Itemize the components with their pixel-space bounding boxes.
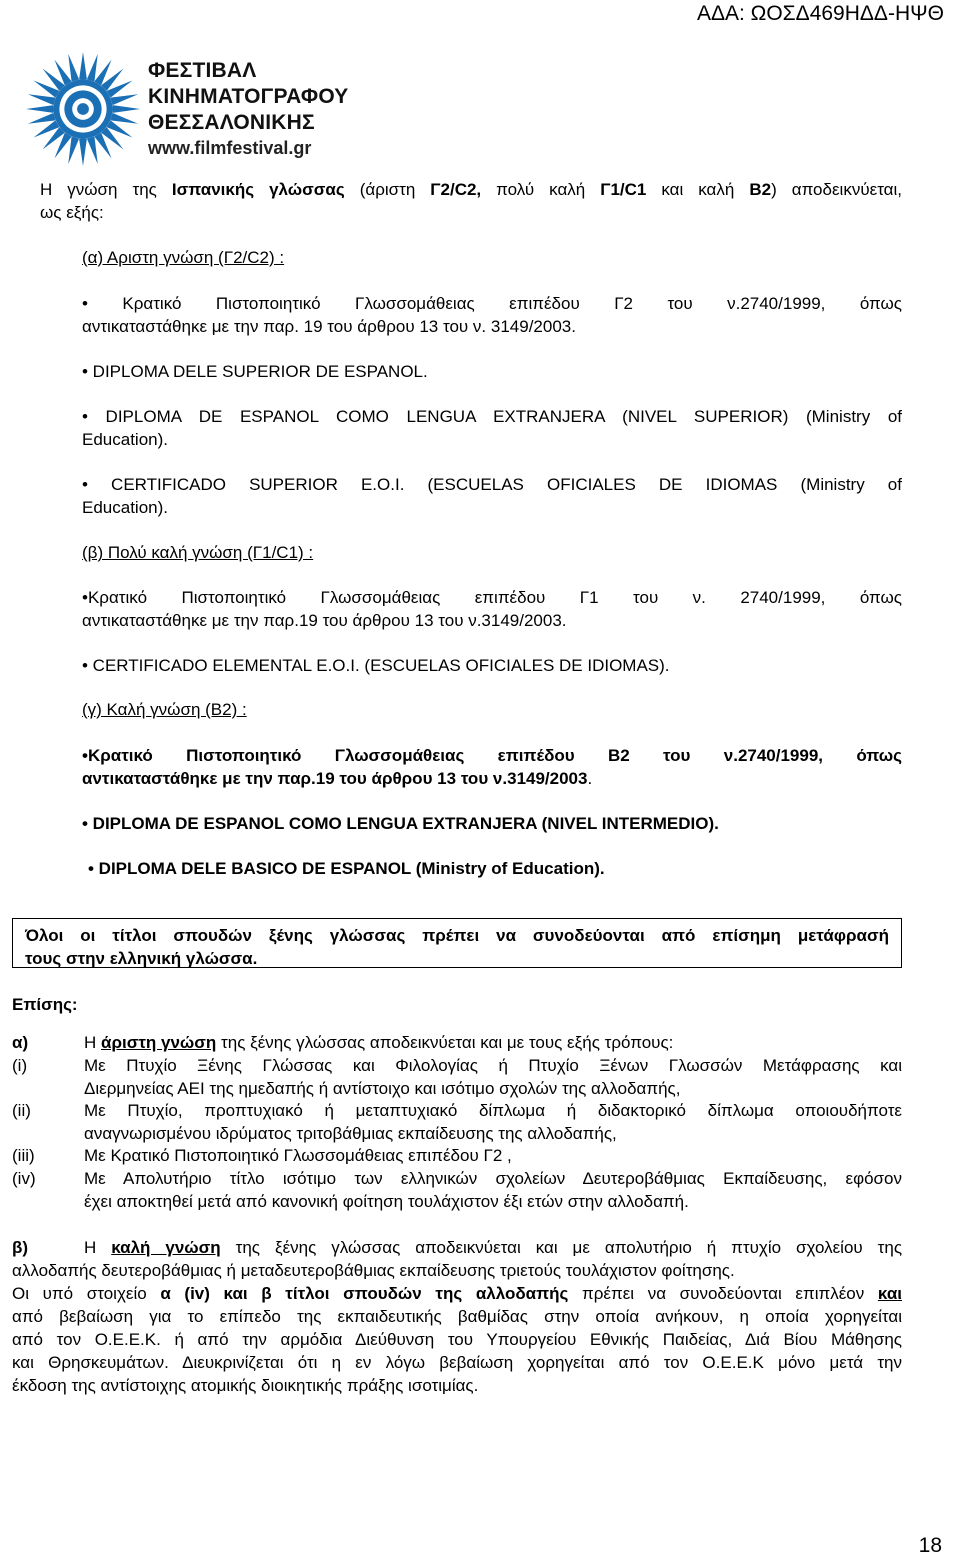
logo-line-3: ΘΕΣΣΑΛΟΝΙΚΗΣ: [148, 111, 315, 134]
intro-line-1: Η γνώση της Ισπανικής γλώσσας (άριστη Γ2/C2, πολύ καλή Γ1/C1 και καλή Β2) αποδεικνύεται,: [40, 180, 903, 199]
section-a-item-4-line-2: Education).: [82, 498, 168, 517]
notice-line-2: τους στην ελληνική γλώσσα.: [25, 949, 258, 968]
list-b-line-2: αλλοδαπής δευτεροβάθμιας ή μεταδευτεροβάθμιας εκπαίδευσης τριετούς τουλάχιστον φοίτησης.: [12, 1261, 735, 1280]
section-c-item-1-line-2: αντικαταστάθηκε με την παρ.19 του άρθρου 13 του ν.3149/2003.: [82, 769, 593, 788]
final-line-5: έκδοση της αντίστοιχης ατομικής διοικητικής πράξης ισοτιμίας.: [12, 1376, 479, 1395]
festival-logo: [24, 50, 384, 168]
section-b-item-1-line-1: •Κρατικό Πιστοποιητικό Γλωσσομάθειας επιπέδου Γ1 του ν. 2740/1999, όπως: [82, 588, 902, 607]
logo-line-2: ΚΙΝΗΜΑΤΟΓΡΑΦΟΥ: [148, 85, 349, 108]
list-a-intro: α) Η άριστη γνώση της ξένης γλώσσας αποδεικνύεται και με τους εξής τρόπους:: [12, 1033, 674, 1052]
intro-line-2: ως εξής:: [40, 203, 104, 222]
section-a-item-1-line-1: • Κρατικό Πιστοποιητικό Γλωσσομάθειας επιπέδου Γ2 του ν.2740/1999, όπως: [82, 294, 902, 313]
page-number: 18: [918, 1534, 942, 1557]
notice-line-1: Όλοι οι τίτλοι σπουδών ξένης γλώσσας πρέπει να συνοδεύονται από επίσημη μετάφρασή: [25, 926, 889, 945]
ada-code: ΑΔΑ: ΩΟΣΔ469ΗΔΔ-ΗΨΘ: [696, 2, 944, 25]
final-line-1: Οι υπό στοιχείο α (iv) και β τίτλοι σπουδών της αλλοδαπής πρέπει να συνοδεύονται επιπλέον και: [12, 1284, 902, 1303]
translation-notice-box: [12, 918, 902, 968]
section-a-item-4-line-1: • CERTIFICADO SUPERIOR E.O.I. (ESCUELAS OFICIALES DE IDIOMAS (Ministry of: [82, 475, 902, 494]
logo-line-1: ΦΕΣΤΙΒΑΛ: [148, 59, 257, 82]
also-heading: Επίσης:: [12, 995, 78, 1014]
section-c-item-3: • DIPLOMA DELE BASICO DE ESPANOL (Ministry of Education).: [88, 859, 605, 878]
section-b-item-2: • CERTIFICADO ELEMENTAL E.O.I. (ESCUELAS OFICIALES DE IDIOMAS).: [82, 656, 670, 675]
list-a-item-iv: (iv) Με Απολυτήριο τίτλο ισότιμο των ελληνικών σχολείων Δευτεροβάθμιας Εκπαίδευσης, εφόσον έχει αποκτηθεί μετά από κανονική φοίτηση τουλάχιστον έξι ετών στην αλλοδαπή.: [12, 1169, 902, 1211]
section-b-item-1-line-2: αντικαταστάθηκε με την παρ.19 του άρθρου 13 του ν.3149/2003.: [82, 611, 567, 630]
section-a-item-1-line-2: αντικαταστάθηκε με την παρ. 19 του άρθρου 13 του ν. 3149/2003.: [82, 317, 576, 336]
list-b-line-1: β) Η καλή γνώση της ξένης γλώσσας αποδεικνύεται και με απολυτήριο ή πτυχίο σχολείου της: [12, 1238, 903, 1257]
section-a-title: (α) Αριστη γνώση (Γ2/C2) :: [82, 248, 285, 267]
logo-url: www.filmfestival.gr: [148, 138, 312, 158]
list-a-item-i: (i) Με Πτυχίο Ξένης Γλώσσας και Φιλολογίας ή Πτυχίο Ξένων Γλωσσών Μετάφρασης και Διερμηνείας ΑΕΙ της ημεδαπής ή αντίστοιχο και ισότιμο σχολών της αλλοδαπής,: [12, 1056, 902, 1098]
section-a-item-2: • DIPLOMA DELE SUPERIOR DE ESPANOL.: [82, 362, 428, 381]
final-line-2: από βεβαίωση για το επίπεδο της εκπαιδευτικής βαθμίδας στην οποία ανήκουν, η οποία χορηγείται: [12, 1307, 902, 1326]
final-line-3: από τον Ο.Ε.Ε.Κ. ή από την αρμόδια Διεύθυνση του Υπουργείου Εθνικής Παιδείας, Διά Βίου Μάθησης: [12, 1330, 902, 1349]
sun-emblem-icon: [24, 50, 142, 168]
section-c-item-1-line-1: •Κρατικό Πιστοποιητικό Γλωσσομάθειας επιπέδου Β2 του ν.2740/1999, όπως: [82, 746, 902, 765]
final-line-4: και Θρησκευμάτων. Διευκρινίζεται ότι η εν λόγω βεβαίωση χορηγείται από τον Ο.Ε.Ε.Κ μόνο μετά την: [12, 1353, 902, 1372]
section-c-item-2: • DIPLOMA DE ESPANOL COMO LENGUA EXTRANJERA (NIVEL INTERMEDIO).: [82, 814, 719, 833]
section-b-title: (β) Πολύ καλή γνώση (Γ1/C1) :: [82, 543, 314, 562]
section-a-item-3-line-2: Education).: [82, 430, 168, 449]
section-c-title: (γ) Καλή γνώση (Β2) :: [82, 700, 247, 719]
list-a-item-ii: (ii) Με Πτυχίο, προπτυχιακό ή μεταπτυχιακό δίπλωμα ή διδακτορικό δίπλωμα οποιουδήποτε αναγνωρισμένου ιδρύματος τριτοβάθμιας εκπαίδευσης της αλλοδαπής,: [12, 1101, 902, 1143]
list-a-item-iii: (iii) Με Κρατικό Πιστοποιητικό Γλωσσομάθειας επιπέδου Γ2 ,: [12, 1146, 512, 1165]
section-a-item-3-line-1: • DIPLOMA DE ESPANOL COMO LENGUA EXTRANJERA (NIVEL SUPERIOR) (Ministry of: [82, 407, 902, 426]
